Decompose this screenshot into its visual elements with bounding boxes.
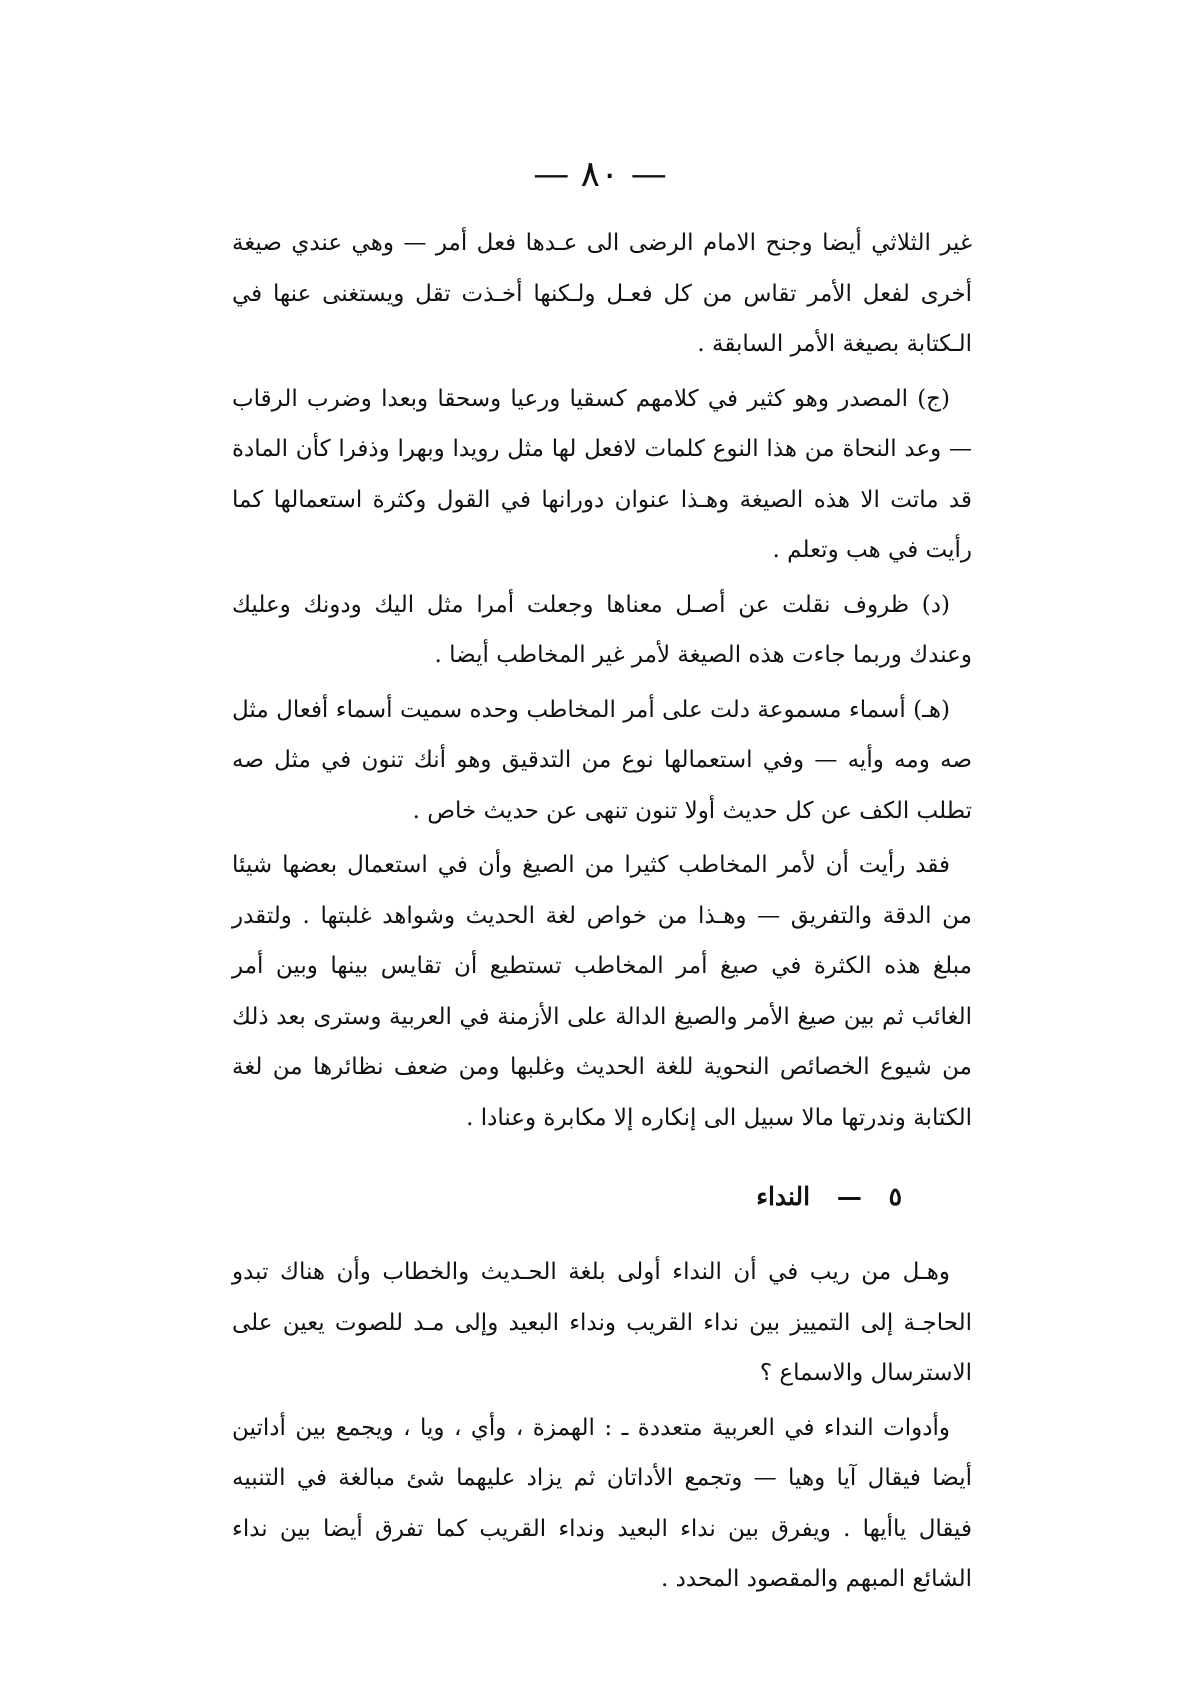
section-heading bbox=[232, 1169, 902, 1225]
paragraph-nida-tools: وأدوات النداء في العربية متعددة ـ : الهمزة ، وأي ، ويا ، ويجمع بين أداتين أيضا فيقال آيا وهيا — وتجمع الأداتان ثم يزاد عليهما شئ مبالغة في التنبيه فيقال ياأيها . ويفرق بين نداء البعيد ونداء القريب كما تفرق أيضا بين نداء الشائع المبهم والمقصود المحدد . bbox=[232, 1414, 972, 1592]
paragraph-nida-intro: وهـل من ريب في أن النداء أولى بلغة الحـديث والخطاب وأن هناك تبدو الحاجـة إلى التمييز بين نداء القريب ونداء البعيد وإلى مـد للصوت يعين على الاسترسال والاسماع ؟ bbox=[232, 1259, 972, 1386]
text-body bbox=[232, 218, 972, 1609]
paragraph-item-jeem: (ج) المصدر وهو كثير في كلامهم كسقيا ورعيا وسحقا وبعدا وضرب الرقاب — وعد النحاة من هذا النوع كلمات لافعل لها مثل رويدا وبهرا وذفرا كأن المادة قد ماتت الا هذه الصيغة وهـذا عنوان دورانها في القول وكثرة استعمالها كما رأيت في هب وتعلم . bbox=[232, 385, 972, 563]
paragraph-item-ha: (هـ) أسماء مسموعة دلت على أمر المخاطب وحده سميت أسماء أفعال مثل صه ومه وأيه — وفي استعمالها نوع من التدقيق وهو أنك تنون في مثل صه تطلب الكف عن كل حديث أولا تنون تنهى عن حديث خاص . bbox=[232, 696, 972, 824]
paragraph-continuation: غير الثلاثي أيضا وجنح الامام الرضى الى عـدها فعل أمر — وهي عندي صيغة أخرى لفعل الأمر تقاس من كل فعـل ولـكنها أخـذت تقل ويستغنى عنها في الـكتابة بصيغة الأمر السابقة . bbox=[232, 230, 972, 357]
section-number: ٥ bbox=[888, 1182, 902, 1211]
section-dash: — bbox=[836, 1182, 862, 1211]
paragraph-item-dal: (د) ظروف نقلت عن أصـل معناها وجعلت أمرا مثل اليك ودونك وعليك وعندك وربما جاءت هذه الصيغة لأمر غير المخاطب أيضا . bbox=[232, 591, 972, 668]
page-number: — ٨٠ — bbox=[533, 154, 667, 195]
section-title: النداء bbox=[756, 1182, 811, 1211]
paragraph-conclusion: فقد رأيت أن لأمر المخاطب كثيرا من الصيغ وأن في استعمال بعضها شيئا من الدقة والتفريق — وهـذا من خواص لغة الحديث وشواهد غلبتها . ولتقدر مبلغ هذه الكثرة في صيغ أمر المخاطب تستطيع أن تقايس بينها وبين أمر الغائب ثم بين صيغ الأمر والصيغ الدالة على الأزمنة في العربية وسترى بعد ذلك من شيوع الخصائص النحوية للغة الحديث وغلبها ومن ضعف نظائرها من لغة الكتابة وندرتها مالا سبيل الى إنكاره إلا مكابرة وعنادا . bbox=[232, 852, 972, 1131]
